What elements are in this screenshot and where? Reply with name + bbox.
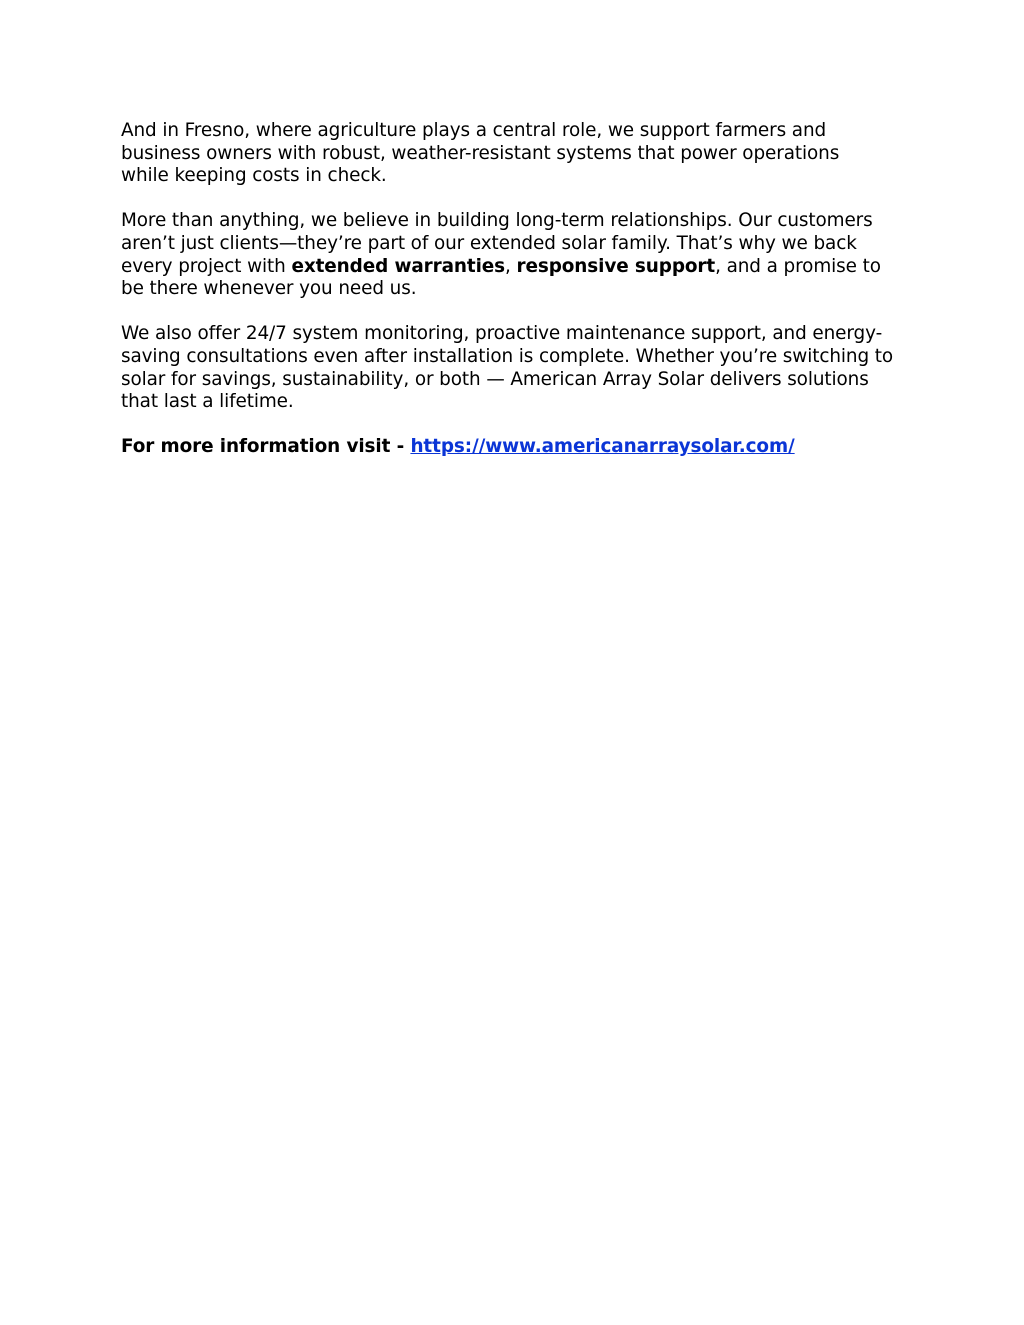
text-run: , and a promise to — [715, 255, 881, 277]
website-link[interactable]: https://www.americanarraysolar.com/ — [410, 436, 795, 458]
text-line: We also offer 24/7 system monitoring, proactive maintenance support, and energy- — [121, 323, 883, 345]
text-line: aren’t just clients—they’re part of our extended solar family. That’s why we back — [121, 232, 857, 254]
text-line: And in Fresno, where agriculture plays a central role, we support farmers and — [121, 120, 827, 141]
text-line — [121, 436, 911, 459]
paragraph-monitoring — [121, 323, 911, 413]
text-line: solar for savings, sustainability, or both — American Array Solar delivers solutions — [121, 368, 869, 390]
text-line: More than anything, we believe in building long-term relationships. Our customers — [121, 210, 873, 232]
paragraph-more-info — [121, 436, 911, 459]
text-line: business owners with robust, weather-resistant systems that power operations — [121, 142, 840, 164]
paragraph-relationships — [121, 210, 911, 300]
text-line: saving consultations even after installation is complete. Whether you’re switching to — [121, 345, 894, 367]
text-line: while keeping costs in check. — [121, 165, 387, 187]
text-run: , — [505, 255, 517, 277]
more-info-label: For more information visit - — [121, 436, 411, 458]
bold-responsive-support: responsive support — [516, 255, 716, 277]
text-run: every project with — [121, 255, 292, 277]
text-line: that last a lifetime. — [121, 391, 294, 413]
document-body — [121, 120, 911, 482]
paragraph-fresno — [121, 120, 911, 188]
bold-extended-warranties: extended warranties — [291, 255, 506, 277]
text-line — [121, 256, 911, 279]
text-line: be there whenever you need us. — [121, 278, 417, 300]
